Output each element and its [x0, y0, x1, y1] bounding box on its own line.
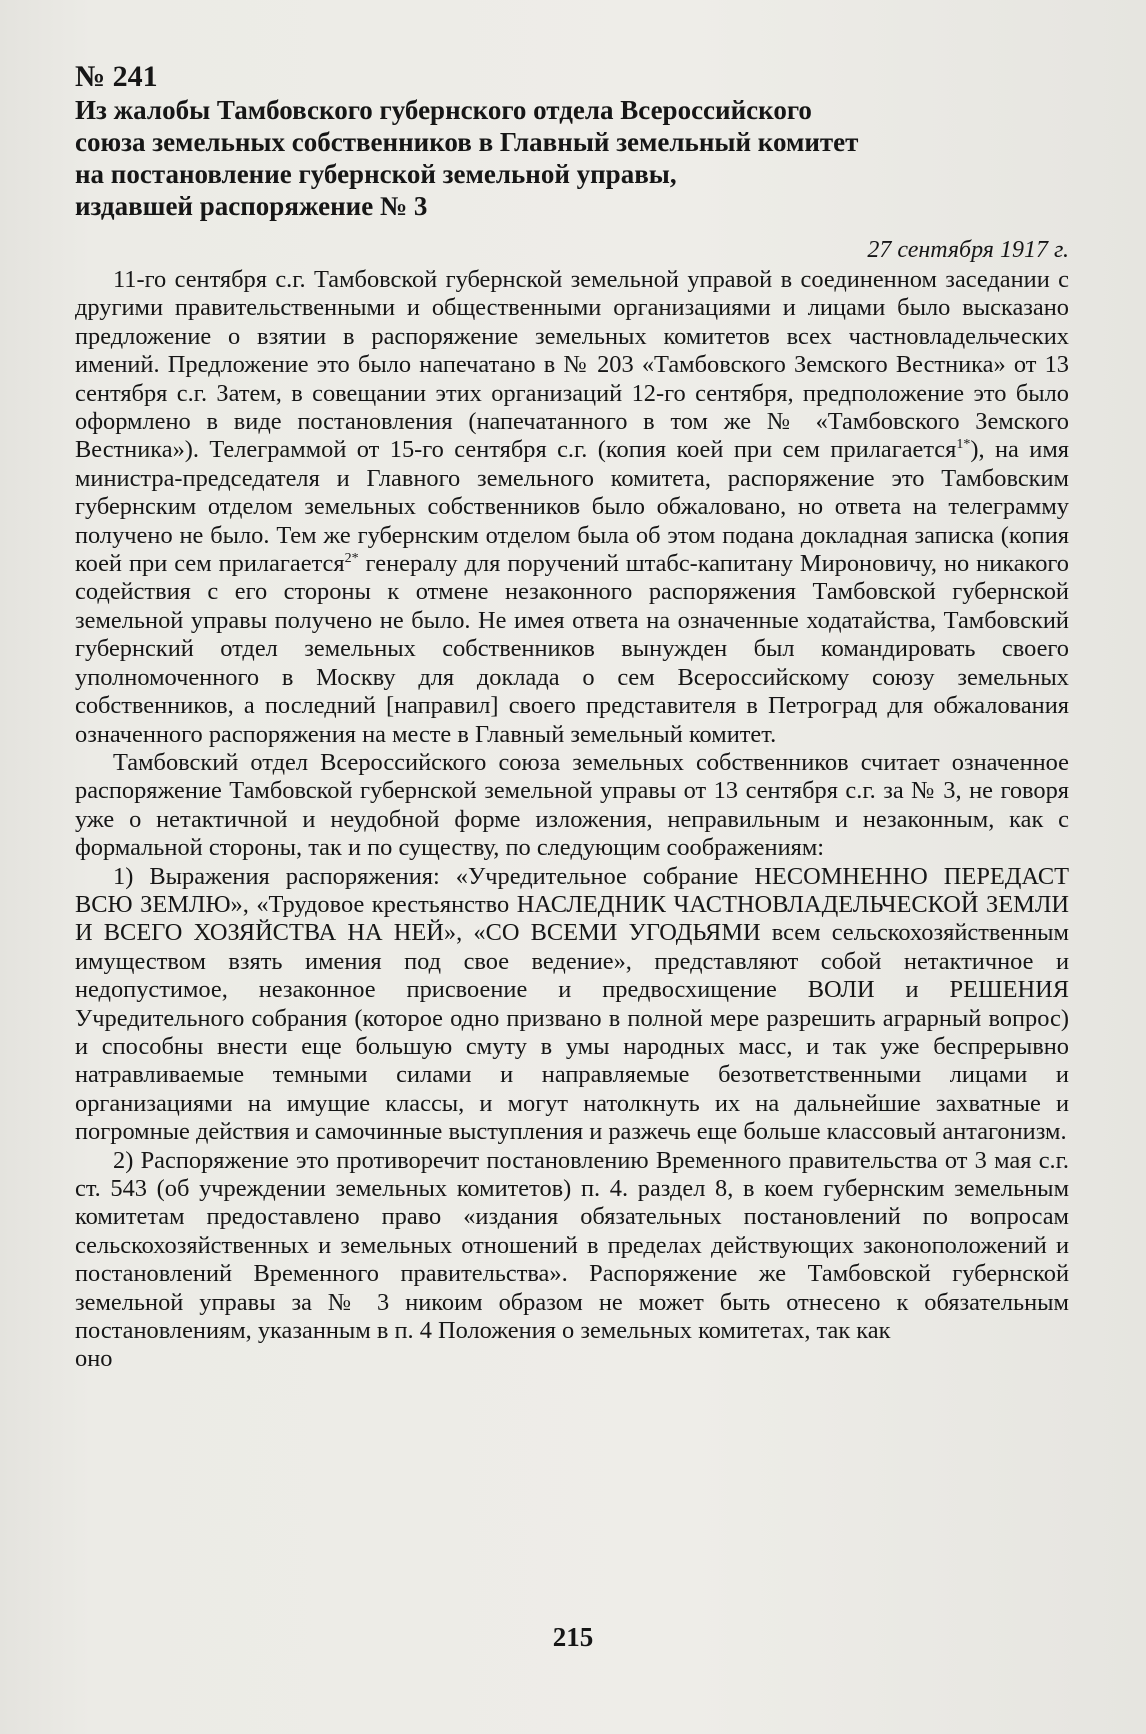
document-date: 27 сентября 1917 г.	[867, 237, 1069, 263]
title-line: союза земельных собственников в Главный земельный комитет	[75, 127, 859, 157]
title-line: Из жалобы Тамбовского губернского отдела Всероссийского	[75, 95, 812, 125]
footnote-ref-2: 2*	[344, 550, 359, 566]
paragraph-1-text-a: 11-го сентября с.г. Тамбовской губернской земельной управой в соединенном заседании с другими правительственными и общественными организациями и лицами было высказано предложение о взятии в распоряжение земельных комитетов всех частновладельческих имений. Предложение это было напечатано в № 203 «Тамбовского Земского Вестника» от 13 сентября с.г. Затем, в совещании этих организаций 12-го сентября, предположение это было оформлено в виде постановления (напечатанного в том же № «Тамбовского Земского Вестника»). Телеграммой от 15-го сентября с.г. (копия коей при сем прилагается	[75, 266, 1069, 464]
title-line: на постановление губернской земельной управы,	[75, 159, 677, 189]
document-body	[75, 60, 1069, 1374]
footnote-ref-1: 1*	[956, 437, 971, 453]
paragraph-1	[75, 266, 1069, 749]
paragraph-3: 1) Выражения распоряжения: «Учредительное собрание НЕСОМНЕННО ПЕРЕДАСТ ВСЮ ЗЕМЛЮ», «Трудовое крестьянство НАСЛЕДНИК ЧАСТНОВЛАДЕЛЬЧЕСКОЙ ЗЕМЛИ И ВСЕГО ХОЗЯЙСТВА НА НЕЙ», «СО ВСЕМИ УГОДЬЯМИ всем сельскохозяйственным имуществом взять имения под свое ведение», представляют собой нетактичное и недопустимое, незаконное присвоение и предвосхищение ВОЛИ и РЕШЕНИЯ Учредительного собрания (которое одно призвано в полной мере разрешить аграрный вопрос) и способны внести еще большую смуту в умы народных масс, и так уже беспрерывно натравливаемые темными силами и направляемые безответственными лицами и организациями на имущие классы, и могут натолкнуть их на дальнейшие захватные и погромные действия и самочинные выступления и разжечь еще больше классовый антагонизм.	[75, 862, 1069, 1146]
paragraph-2: Тамбовский отдел Всероссийского союза земельных собственников считает означенное распоряжение Тамбовской губернской земельной управы от 13 сентября с.г. за № 3, не говоря уже о нетактичной и неудобной форме изложения, неправильным и незаконным, как с формальной стороны, так и по существу, по следующим соображениям:	[75, 748, 1069, 862]
page-number: 215	[552, 1622, 594, 1652]
document-number: № 241	[75, 60, 158, 93]
title-line: издавшей распоряжение № 3	[75, 191, 428, 221]
paragraph-1-text-c: генералу для поручений штабс-капитану Мироновичу, но никакого содействия с его стороны к отмене незаконного распоряжения Тамбовской губернской земельной управы получено не было. Не имея ответа на означенные ходатайства, Тамбовский губернский отдел земельных собственников вынужден был командировать своего уполномоченного в Москву для доклада о сем Всероссийскому союзу земельных собственников, а последний [направил] своего представителя в Петроград для обжалования означенного распоряжения на месте в Главный земельный комитет.	[75, 550, 1069, 748]
paragraph-4: 2) Распоряжение это противоречит постановлению Временного правительства от 3 мая с.г. ст. 543 (об учреждении земельных комитетов) п. 4. раздел 8, в коем губернским земельным комитетам предоставлено право «издания обязательных постановлений по вопросам сельскохозяйственных и земельных отношений в пределах действующих законоположений и постановлений Временного правительства». Распоряжение же Тамбовской губернской земельной управы за № 3 никоим образом не может быть отнесено к обязательным постановлениям, указанным в п. 4 Положения о земельных комитетах, так как	[75, 1146, 1069, 1345]
document-title	[75, 94, 1069, 222]
continuation-word: оно	[75, 1345, 113, 1373]
paragraph-1-text-b: ), на имя министра-председателя и Главного земельного комитета, распоряжение это Тамбовским губернским отделом земельных собственников было обжаловано, но ответа на телеграмму получено не было. Тем же губернским отделом была об этом подана докладная записка (копия коей при сем прилагается	[75, 436, 1070, 578]
